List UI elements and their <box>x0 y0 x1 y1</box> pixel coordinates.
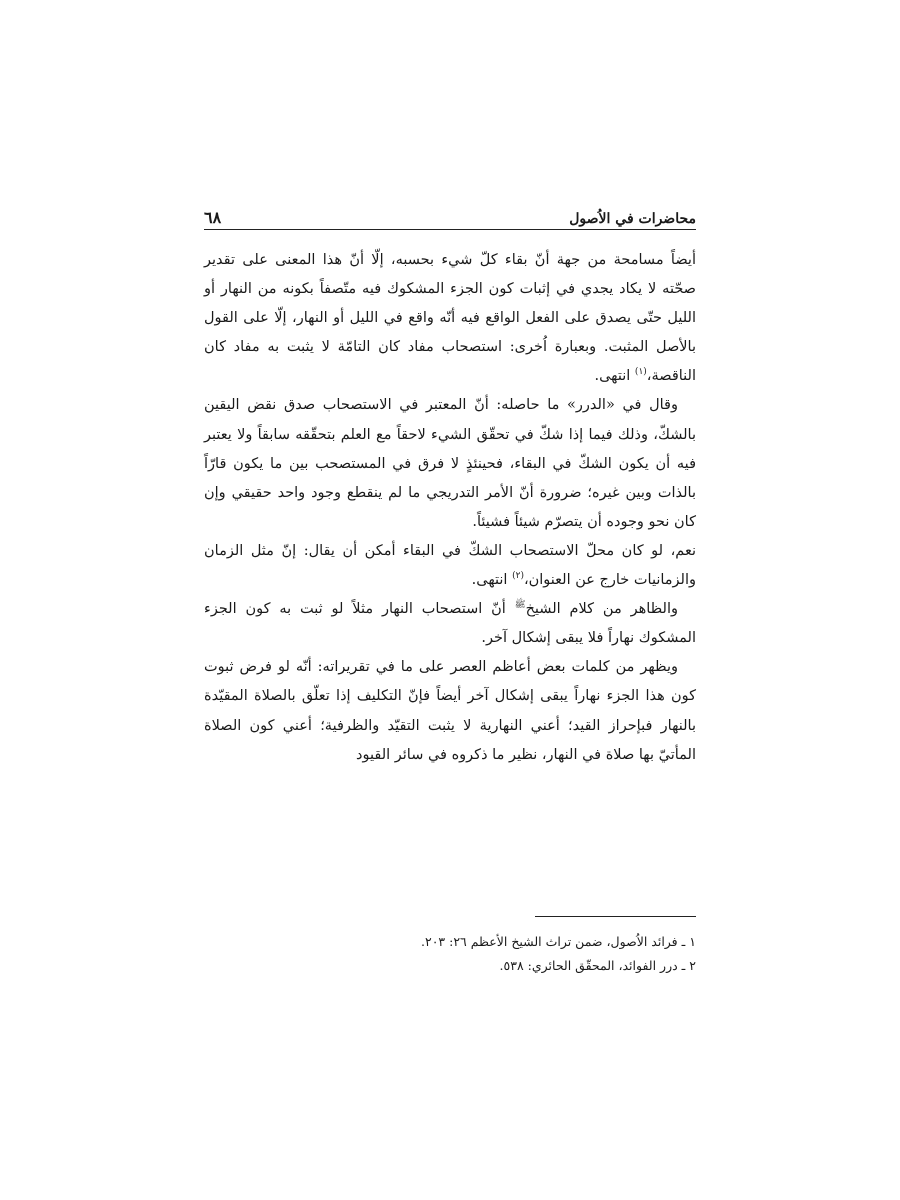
footnote: ٢ ـ درر الفوائد، المحقّق الحائري: ٥٣٨. <box>499 958 696 973</box>
footnote-marker: (١) <box>634 367 647 378</box>
paragraph: ويظهر من كلمات بعض أعاظم العصر على ما في تقريراته: أنّه لو فرض ثبوت كون هذا الجزء نهاراً يبقى إشكال آخر أيضاً فإنّ التكليف إذا تعلّق بالصلاة المقيّدة بالنهار فبإحراز القيد؛ أعني النهارية لا يثبت التقيّد والظرفية؛ أعني كون الصلاة المأتيّ بها صلاة في النهار، نظير ما ذكروه في سائر القيود <box>204 659 696 763</box>
footnote-rule <box>535 916 696 917</box>
footnote: ١ ـ فرائد الاُصول، ضمن تراث الشيخ الأعظم ٢٦: ٢٠٣. <box>421 934 696 949</box>
honorific-symbol: ﷺ <box>514 600 526 611</box>
paragraph: والظاهر من كلام الشيخ$^ﷺ$ أنّ استصحاب النهار مثلاً لو ثبت به كون الجزء المشكوك نهاراً فلا يبقى إشكال آخر. <box>204 600 696 647</box>
footnote-marker: (٢) <box>512 571 524 582</box>
running-head <box>204 205 696 227</box>
page-number: ٦٨ <box>204 208 222 227</box>
header-rule <box>204 229 696 230</box>
main-text <box>204 246 696 770</box>
paragraph: نعم، لو كان محلّ الاستصحاب الشكّ في البقاء أمكن أن يقال: إنّ مثل الزمان والزمانيات خارج عن العنوان،$^{(٢)}$ انتهى. <box>204 542 696 589</box>
footnotes <box>204 930 696 978</box>
paragraph: أيضاً مسامحة من جهة أنّ بقاء كلّ شيء بحسبه، إلّا أنّ هذا المعنى على تقدير صحّته لا يكاد يجدي في إثبات كون الجزء المشكوك فيه متّصفاً بكونه من النهار أو الليل حتّى يصدق على الفعل الواقع فيه أنّه واقع في الليل أو النهار، إلّا على القول بالأصل المثبت. وبعبارة اُخرى: استصحاب مفاد كان التامّة لا يثبت به مفاد كان الناقصة،$^{(١)}$ انتهى. <box>204 252 696 385</box>
paragraph: وقال في «الدرر» ما حاصله: أنّ المعتبر في الاستصحاب صدق نقض اليقين بالشكّ، وذلك فيما إذا شكّ في تحقّق الشيء لاحقاً مع العلم بتحقّقه سابقاً ولا يعتبر فيه أن يكون الشكّ في البقاء، فحينئذٍ لا فرق في المستصحب بين ما يكون قارّاً بالذات وبين غيره؛ ضرورة أنّ الأمر التدريجي ما لم ينقطع وجود واحد حقيقي وإن كان نحو وجوده أن يتصرّم شيئاً فشيئاً. <box>204 397 696 530</box>
book-title: محاضرات في الاُصول <box>569 211 696 227</box>
